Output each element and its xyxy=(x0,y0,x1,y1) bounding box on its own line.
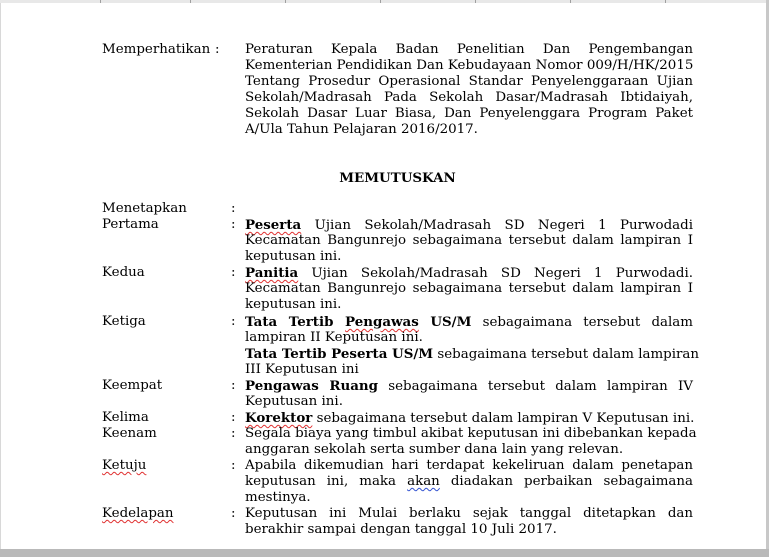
menetapkan-colon: : xyxy=(231,201,236,216)
item-label: Ketiga xyxy=(102,314,146,329)
menetapkan-label: Menetapkan xyxy=(102,201,187,216)
item-text-line: Keputusan ini Mulai berlaku sejak tanggal ditetapkan dan xyxy=(245,506,693,521)
consider-line-5: Sekolah Dasar Luar Biasa, Dan Penyelenggara Program Paket xyxy=(245,106,693,121)
item-text-line: Korektor sebagaimana tersebut dalam lampiran V Keputusan ini. xyxy=(245,410,695,426)
item-label: Kelima xyxy=(102,410,149,425)
status-bar xyxy=(0,549,769,557)
consider-line-1: Peraturan Kepala Badan Penelitian Dan Pengembangan xyxy=(245,42,693,57)
item-label: Kedelapan xyxy=(102,506,174,521)
item-text-line: Tata Tertib Pengawas US/M sebagaimana tersebut dalam xyxy=(245,314,693,330)
decision-heading: MEMUTUSKAN xyxy=(339,170,456,186)
item-text-line: Panitia Ujian Sekolah/Madrasah SD Negeri 1 Purwodadi. xyxy=(245,265,693,281)
consider-line-4: Sekolah/Madrasah Pada Sekolah Dasar/Madrasah Ibtidaiyah, xyxy=(245,90,693,105)
item-label: Kedua xyxy=(102,265,145,280)
item-label: Keenam xyxy=(102,426,157,441)
item-text-line: keputusan ini. xyxy=(245,297,342,312)
item-label: Ketuju xyxy=(102,458,147,473)
item-text-line: Pengawas Ruang sebagaimana tersebut dalam lampiran IV xyxy=(245,378,693,394)
ruler xyxy=(0,0,769,3)
item-text-line: Apabila dikemudian hari terdapat kekeliruan dalam penetapan xyxy=(245,458,693,473)
item-text-line: berakhir sampai dengan tanggal 10 Juli 2017. xyxy=(245,522,557,537)
consider-line-2: Kementerian Pendidikan Dan Kebudayaan Nomor 009/H/HK/2015 xyxy=(245,58,694,73)
item-text-line: mestinya. xyxy=(245,490,311,505)
item-label: Keempat xyxy=(102,378,163,393)
consider-line-6: A/Ula Tahun Pelajaran 2016/2017. xyxy=(245,122,478,137)
item-text-line: Peserta Ujian Sekolah/Madrasah SD Negeri 1 Purwodadi xyxy=(245,217,693,233)
item-text-line: keputusan ini. xyxy=(245,249,342,264)
item-text-line: Kecamatan Bangunrejo sebagaimana tersebut dalam lampiran I xyxy=(245,233,693,248)
item-text-line: III Keputusan ini xyxy=(245,362,359,377)
item-text-line: Tata Tertib Peserta US/M sebagaimana tersebut dalam lampiran xyxy=(245,346,700,362)
item-label: Pertama xyxy=(102,217,159,232)
item-text-line: lampiran II Keputusan ini. xyxy=(245,330,423,345)
item-text-line: Keputusan ini. xyxy=(245,394,343,409)
item-text-line: anggaran sekolah serta sumber dana lain yang relevan. xyxy=(245,442,624,457)
page-edge xyxy=(0,0,1,557)
consider-colon: : xyxy=(215,42,220,57)
consider-label: Memperhatikan xyxy=(102,42,211,57)
item-text-line: Segala biaya yang timbul akibat keputusan ini dibebankan kepada xyxy=(245,426,697,441)
item-text-line: Kecamatan Bangunrejo sebagaimana tersebut dalam lampiran I xyxy=(245,281,693,296)
item-text-line: keputusan ini, maka akan diadakan perbaikan sebagaimana xyxy=(245,474,693,489)
consider-line-3: Tentang Prosedur Operasional Standar Penyelenggaraan Ujian xyxy=(245,74,693,89)
